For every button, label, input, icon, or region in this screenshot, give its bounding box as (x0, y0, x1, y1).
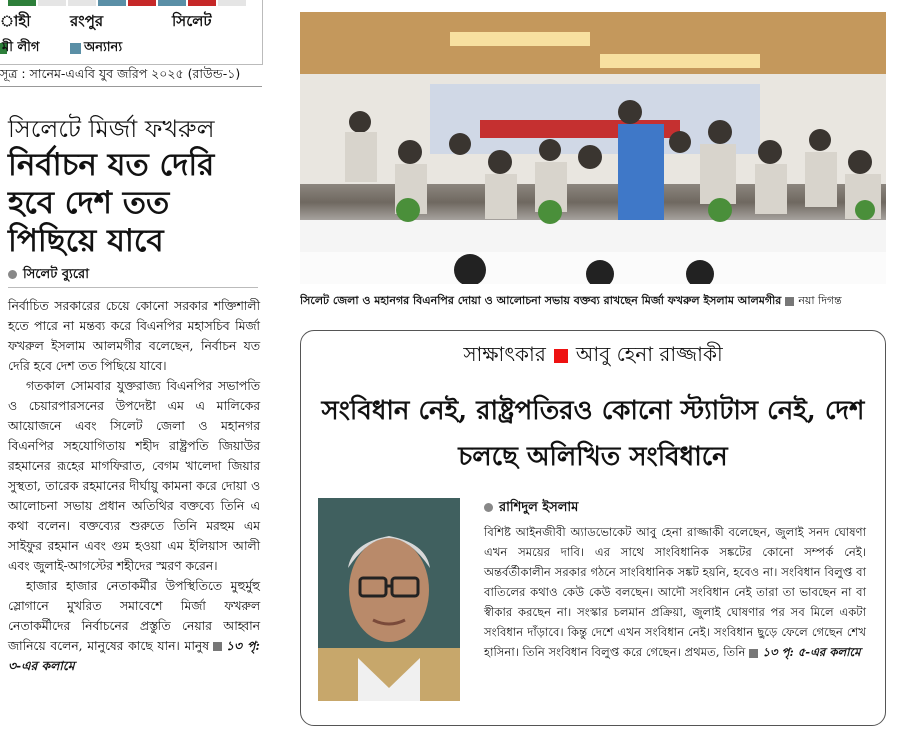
red-square-icon (554, 349, 568, 363)
chart-bar-segment (8, 0, 36, 6)
legend-label: অন্যান্য (84, 40, 123, 55)
interview-byline (484, 498, 874, 518)
byline-text: সিলেট ব্যুরো (23, 267, 89, 282)
chart-division-labels (0, 10, 262, 32)
interview-headline: সংবিধান নেই, রাষ্ট্রপতিরও কোনো স্ট্যাটাস নেই, দেশ চলছে অলিখিত সংবিধানে (321, 396, 865, 472)
division-label: সিলেট (172, 12, 212, 30)
chart-bar-segment (68, 0, 96, 6)
paragraph-text: হাজার হাজার নেতাকর্মীর উপস্থিতিতে মুহুর্মুহু স্লোগানে মুখরিত সমাবেশে মির্জা ফখরুল নেতাকর্মীদের নির্বাচনের প্রস্তুতি নেয়ার আহ্বান জানিয়ে বলেন, মানুষের কাছে যান। মানুষ (8, 579, 260, 653)
interview-paragraph (484, 522, 866, 662)
story-body (8, 296, 260, 676)
chart-legend (0, 38, 262, 58)
chart-bar-segment (158, 0, 186, 6)
interview-kicker (300, 340, 886, 368)
story-paragraph: নির্বাচিত সরকারের চেয়ে কোনো সরকার শক্তিশালী হতে পারে না মন্তব্য করে বিএনপির মহাসচিব মির্জা ফখরুল ইসলাম আলমগীর বলেছেন, নির্বাচন যত দেরি হবে দেশ তত পিছিয়ে যাবে। (8, 299, 260, 373)
square-bullet-icon (785, 297, 794, 306)
continuation-link[interactable]: ১৩ পৃ: ৩-এর কলামে (8, 638, 260, 673)
chart-bar-segment (38, 0, 66, 6)
story-headline: নির্বাচন যত দেরি হবে দেশ তত পিছিয়ে যাবে (8, 147, 215, 259)
story-byline (8, 265, 258, 288)
division-label: াহী (0, 12, 31, 30)
continuation-link[interactable]: ১৩ পৃ: ৫-এর কলামে (762, 645, 861, 659)
chart-fragment (0, 0, 263, 65)
chart-bar-segment (218, 0, 246, 6)
paragraph-text: বিশিষ্ট আইনজীবী অ্যাডভোকেট আবু হেনা রাজ্জাকী বলেছেন, জুলাই সনদ ঘোষণা এখন সময়ের দাবি। এর সাথে সাংবিধানিক সঙ্কটের কোনো সম্পর্ক নেই। অন্তর্বর্তীকালীন সরকার গঠনে সাংবিধানিক সঙ্কট হয়নি, হবেও না। সংবিধান বিলুপ্ত বা বাতিলের কথাও কেউ কেউ বলছেন। আদৌ সংবিধান নেই তারা তা ভাবছেন না বা স্বীকার করছেন না। সংস্কার চলমান প্রক্রিয়া, জুলাই ঘোষণার পর সব মিলে একটা সংবিধান দাঁড়াবে। কিন্তু দেশে এখন সংবিধান নেই। সংবিধান ছুড়ে ফেলে গেছেন শেখ হাসিনা। তিনি সংবিধান বিলুপ্ত করে গেছেন। প্রথমত, তিনি (484, 525, 866, 659)
interview-label: সাক্ষাৎকার (463, 342, 546, 366)
chart-bar-segment (128, 0, 156, 6)
story-kicker: সিলেটে মির্জা ফখরুল (8, 115, 215, 143)
caption-text: সিলেট জেলা ও মহানগর বিএনপির দোয়া ও আলোচনা সভায় বক্তব্য রাখছেন মির্জা ফখরুল ইসলাম আলমগীর (300, 294, 782, 307)
portrait-illustration (318, 498, 460, 701)
chart-bars (8, 0, 248, 6)
interview-body (484, 522, 866, 662)
story-paragraph: গতকাল সোমবার যুক্তরাজ্য বিএনপির সভাপতি ও চেয়ারপারসনের উপদেষ্টা এম এ মালিকের আয়োজনে এবং সিলেট জেলা ও মহানগর বিএনপির সহযোগিতায় শহীদ রাষ্ট্রপতি জিয়াউর রহমানের রূহের মাগফিরাত, বেগম খালেদা জিয়ার সুস্থতা, তারেক রহমানের দীর্ঘায়ু কামনা করে দোয়া ও আলোচনা সভায় প্রধান অতিথির বক্তব্যে তিনি এ কথা বলেন। বক্তব্যের শুরুতে তিনি মরহুম এম সাইফুর রহমান এবং গুম হওয়া এম ইলিয়াস আলী এবং জুলাই-আগস্টের শহীদের স্মরণ করেন। (8, 379, 260, 573)
event-photo (300, 12, 886, 284)
story-paragraph (8, 576, 260, 676)
square-bullet-icon (749, 649, 758, 658)
byline-text: রাশিদুল ইসলাম (499, 500, 579, 515)
bullet-icon (484, 503, 493, 512)
legend-label: মী লীগ (2, 40, 40, 55)
source-line: সূত্র : সানেম-এএবি যুব জরিপ ২০২৫ (রাউন্ড-১) (0, 66, 262, 87)
event-photo-illustration (300, 12, 886, 284)
chart-bar-segment (98, 0, 126, 6)
bullet-icon (8, 270, 17, 279)
legend-swatch (70, 43, 81, 54)
division-label: রংপুর (70, 12, 104, 30)
photo-credit: নয়া দিগন্ত (798, 294, 842, 307)
square-bullet-icon (213, 642, 222, 651)
interviewee-name: আবু হেনা রাজ্জাকী (575, 342, 723, 366)
chart-bar-segment (188, 0, 216, 6)
interviewee-portrait (318, 498, 460, 701)
photo-caption (300, 292, 886, 310)
